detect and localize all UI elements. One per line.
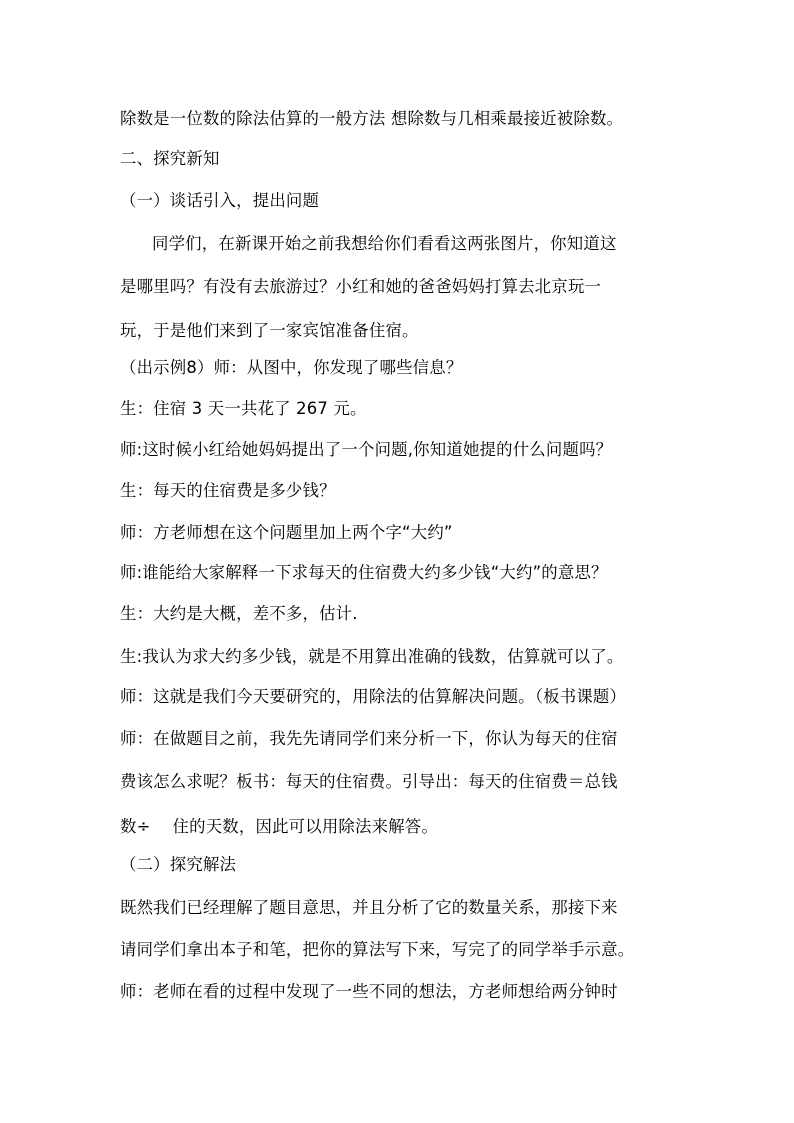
paragraph-line: 同学们，在新课开始之前我想给你们看看这两张图片，你知道这 (152, 234, 617, 253)
paragraph-line: 既然我们已经理解了题目意思，并且分析了它的数量关系，那接下来 (120, 898, 618, 917)
section-heading: 二、探究新知 (120, 149, 220, 168)
subsection-heading: （一）谈话引入，提出问题 (120, 191, 320, 210)
dialogue-line: 师：这就是我们今天要研究的，用除法的估算解决问题。（板书课题） (120, 687, 627, 706)
dialogue-line: 师：老师在看的过程中发现了一些不同的想法，方老师想给两分钟时 (120, 982, 618, 1001)
text-line: 除数是一位数的除法估算的一般方法 想除数与几相乘最接近被除数。 (120, 109, 624, 128)
dialogue-line: 生：大约是大概，差不多，估计. (120, 604, 358, 623)
dialogue-line: 师:这时候小红给她妈妈提出了一个问题,你知道她提的什么问题吗？ (120, 440, 613, 459)
subsection-heading: （二）探究解法 (120, 855, 237, 874)
paragraph-line: 玩，于是他们来到了一家宾馆准备住宿。 (120, 321, 419, 340)
dialogue-line: 师：方老师想在这个问题里加上两个字“大约” (120, 523, 453, 542)
dialogue-line: 生：住宿 3 天一共花了 267 元。 (120, 399, 367, 418)
dialogue-line: 费该怎么求呢？板书：每天的住宿费。引导出：每天的住宿费＝总钱 (120, 772, 618, 791)
paragraph-line: 是哪里吗？有没有去旅游过？小红和她的爸爸妈妈打算去北京玩一 (120, 277, 602, 296)
dialogue-line: 生:我认为求大约多少钱，就是不用算出准确的钱数，估算就可以了。 (120, 647, 624, 666)
paragraph-line: 请同学们拿出本子和笔，把你的算法写下来，写完了的同学举手示意。 (120, 940, 635, 959)
dialogue-line: 生：每天的住宿费是多少钱？ (120, 481, 336, 500)
dialogue-line: 师:谁能给大家解释一下求每天的住宿费大约多少钱“大约”的意思？ (120, 563, 608, 582)
dialogue-line: 数÷ 住的天数，因此可以用除法来解答。 (120, 817, 438, 836)
dialogue-line: 师：在做题目之前，我先先请同学们来分析一下，你认为每天的住宿 (120, 729, 618, 748)
dialogue-line: （出示例8）师：从图中，你发现了哪些信息？ (120, 358, 463, 377)
